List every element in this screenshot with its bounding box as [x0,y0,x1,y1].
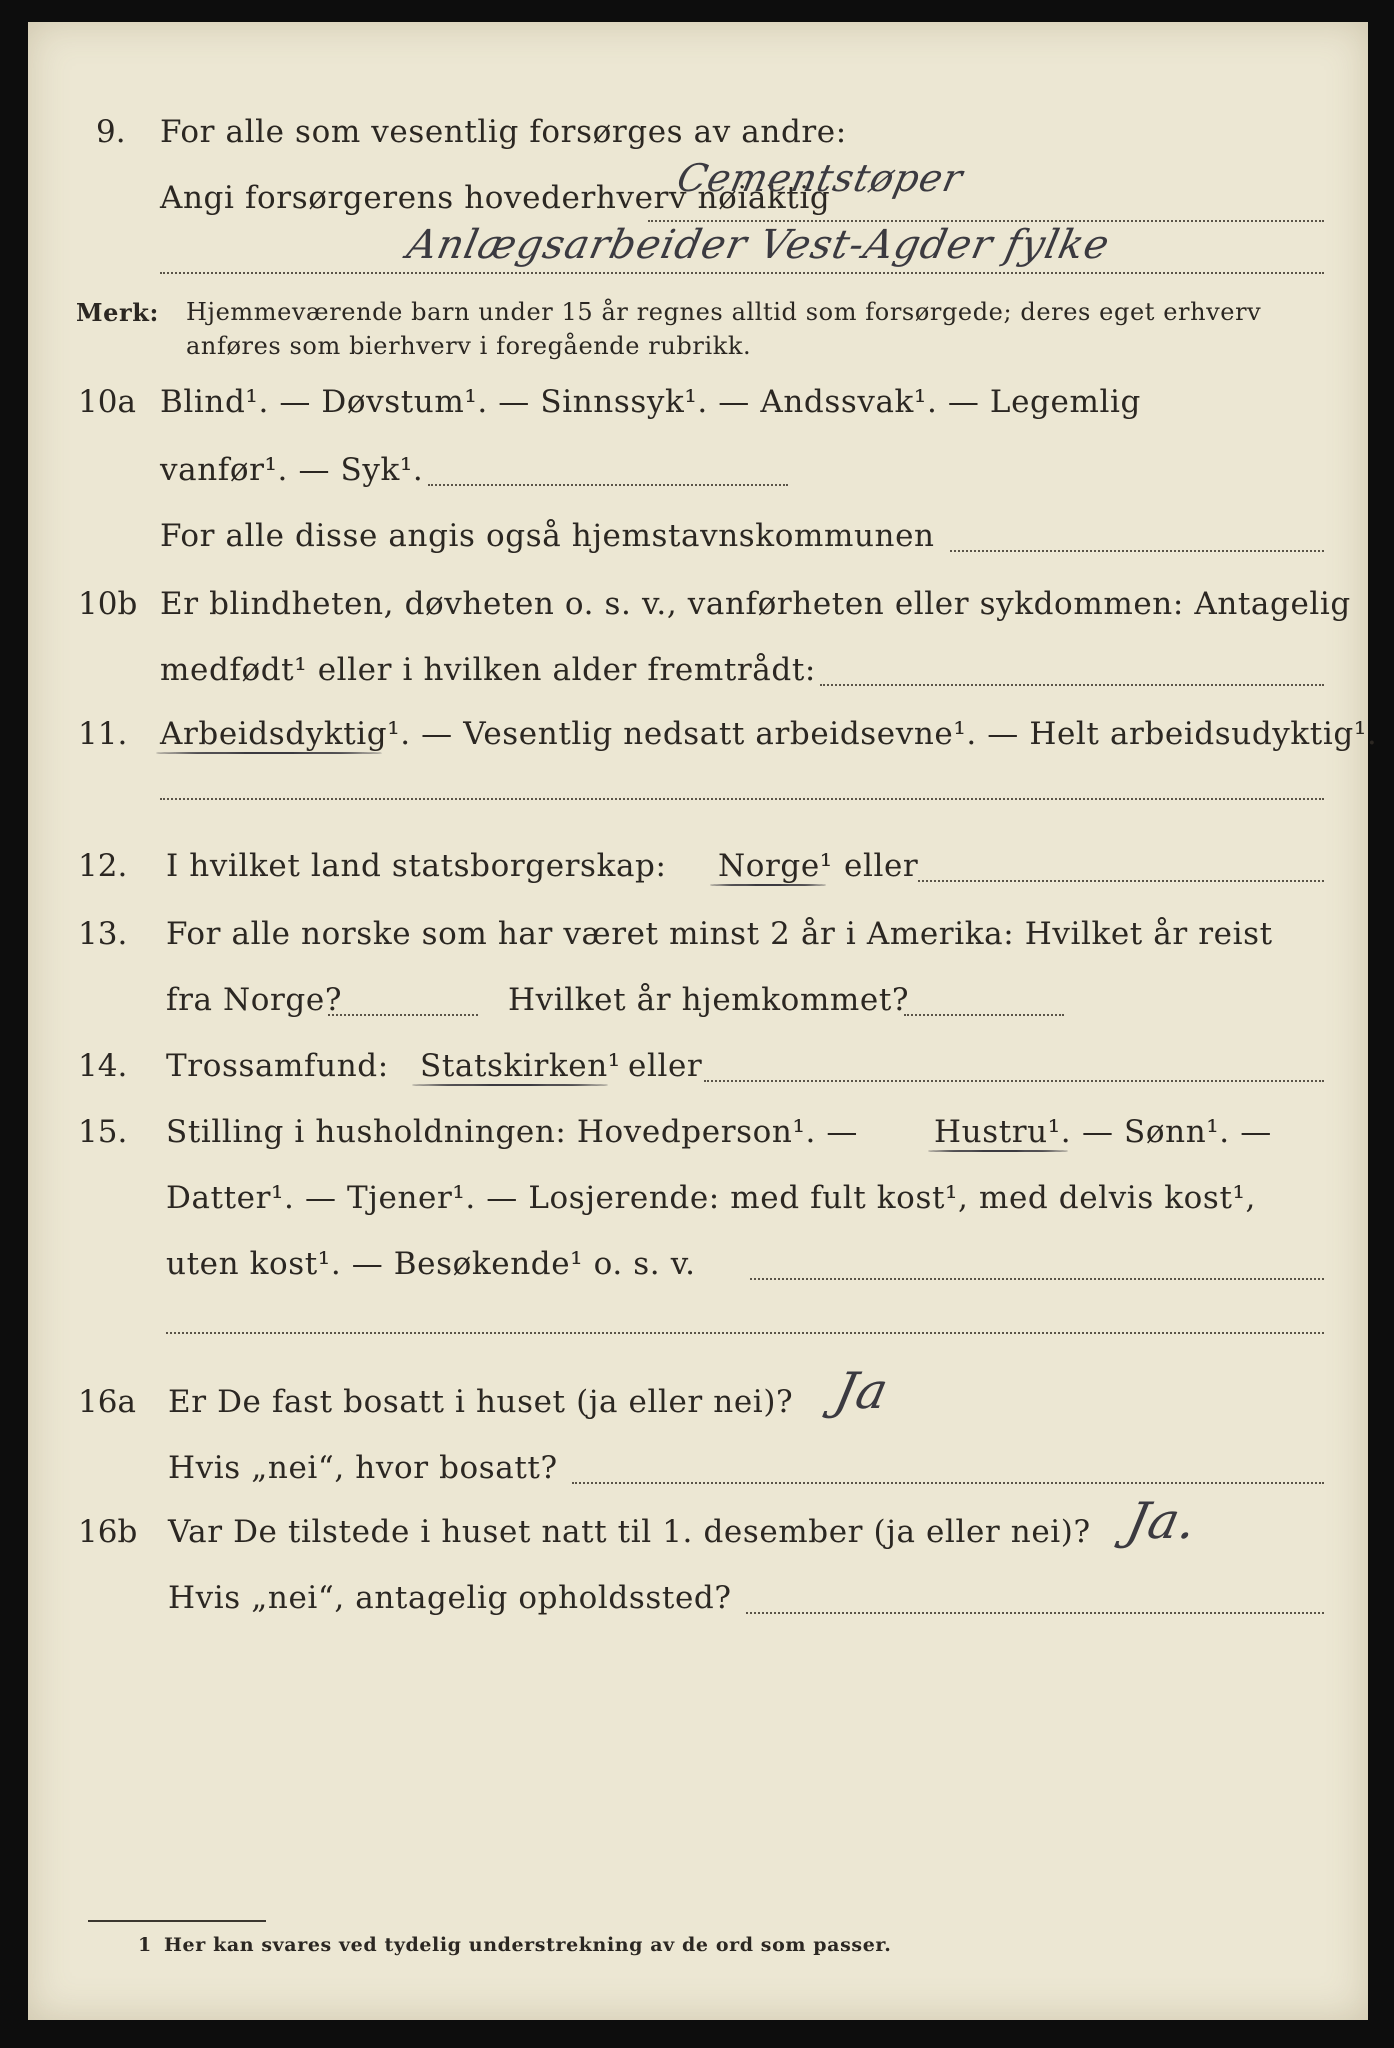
census-form-page [28,22,1378,2020]
q9-handwritten-answer2: Anlægsarbeider Vest-Agder fylke [403,222,1114,268]
q16a-number: 16a [78,1384,136,1420]
q16a-line1: Er De fast bosatt i huset (ja eller nei)? [168,1384,794,1420]
q14-number: 14. [78,1048,128,1084]
q16a-bosatt-line [572,1482,1324,1484]
q15-line1a: Stilling i husholdningen: Hovedperson¹. — [166,1114,858,1150]
q13-line2b: Hvilket år hjemkommet? [508,982,910,1018]
q15-answer-line1 [750,1278,1324,1280]
q9-answer-line2 [160,272,1324,274]
q10a-line3: For alle disse angis også hjemstavnskommunen [160,518,935,554]
q12-underline [710,884,826,886]
q10a-number: 10a [78,384,136,420]
q10a-line1: Blind¹. — Døvstum¹. — Sinnssyk¹. — Andssvak¹. — Legemlig [160,384,1141,420]
q13-number: 13. [78,916,128,952]
merk-line2: anføres som bierhverv i foregående rubrikk. [186,332,752,360]
q11-text [160,716,1377,752]
q11-underline [156,752,382,754]
q16b-handwritten-answer: Ja. [1121,1492,1203,1550]
q10b-line2: medfødt¹ eller i hvilken alder fremtrådt: [160,652,816,688]
q10b-number: 10b [78,586,138,622]
q10a-line2: vanfør¹. — Syk¹. [160,452,424,488]
q15-line3: uten kost¹. — Besøkende¹ o. s. v. [166,1246,696,1282]
q11-rest: . — Vesentlig nedsatt arbeidsevne¹. — Helt arbeidsudyktig¹. [400,716,1378,752]
q12-label: I hvilket land statsborgerskap: [166,848,667,884]
q9-line2: Angi forsørgerens hovederhverv nøiaktig [160,180,831,216]
q13-line2a: fra Norge? [166,982,343,1018]
q11-arbeidsdyktig: Arbeidsdyktig¹ [160,716,401,752]
q12-answer-line [918,880,1324,882]
q10a-syk-line [428,484,788,486]
q9-number: 9. [96,114,126,150]
merk-label: Merk: [76,298,159,327]
q16a-handwritten-answer: Ja [829,1362,895,1420]
q16b-line2: Hvis „nei“, antagelig opholdssted? [168,1580,732,1616]
footnote-mark: 1 [138,1934,152,1956]
q14-underline [412,1084,608,1086]
q14-answer-line [704,1080,1324,1082]
q10b-alder-line [820,684,1324,686]
q10a-hjemstavn-line [950,550,1324,552]
merk-line1: Hjemmeværende barn under 15 år regnes alltid som forsørgede; deres eget erhverv [186,298,1262,326]
q16b-number: 16b [78,1514,138,1550]
footnote-text: Her kan svares ved tydelig understrekning av de ord som passer. [164,1934,892,1956]
q9-handwritten-answer1: Cementstøper [673,156,968,200]
q14-statskirken: Statskirken¹ [420,1048,621,1084]
q15-number: 15. [78,1114,128,1150]
q15-line2: Datter¹. — Tjener¹. — Losjerende: med fult kost¹, med delvis kost¹, [166,1180,1256,1216]
q11-number: 11. [78,716,128,752]
q15-underline [928,1150,1068,1152]
q15-line1c: — Sønn¹. — [1082,1114,1272,1150]
q12-number: 12. [78,848,128,884]
q15-answer-line2 [166,1332,1324,1334]
footnote-rule [88,1920,266,1922]
q13-line1: For alle norske som har været minst 2 år i Amerika: Hvilket år reist [166,916,1273,952]
q11-answer-line [160,798,1324,800]
q14-eller: eller [628,1048,703,1084]
q16b-opholdssted-line [746,1612,1324,1614]
q14-label: Trossamfund: [166,1048,389,1084]
q12-norge: Norge¹ [718,848,833,884]
q13-hjemkommet-line [904,1014,1064,1016]
q16b-line1: Var De tilstede i huset natt til 1. desember (ja eller nei)? [168,1514,1091,1550]
q10b-line1: Er blindheten, døvheten o. s. v., vanførheten eller sykdommen: Antagelig [160,586,1351,622]
q15-hustru: Hustru¹. [934,1114,1072,1150]
q12-eller: eller [844,848,919,884]
q9-line1: For alle som vesentlig forsørges av andre: [160,114,847,150]
q16a-line2: Hvis „nei“, hvor bosatt? [168,1450,558,1486]
q13-reist-line [328,1014,478,1016]
